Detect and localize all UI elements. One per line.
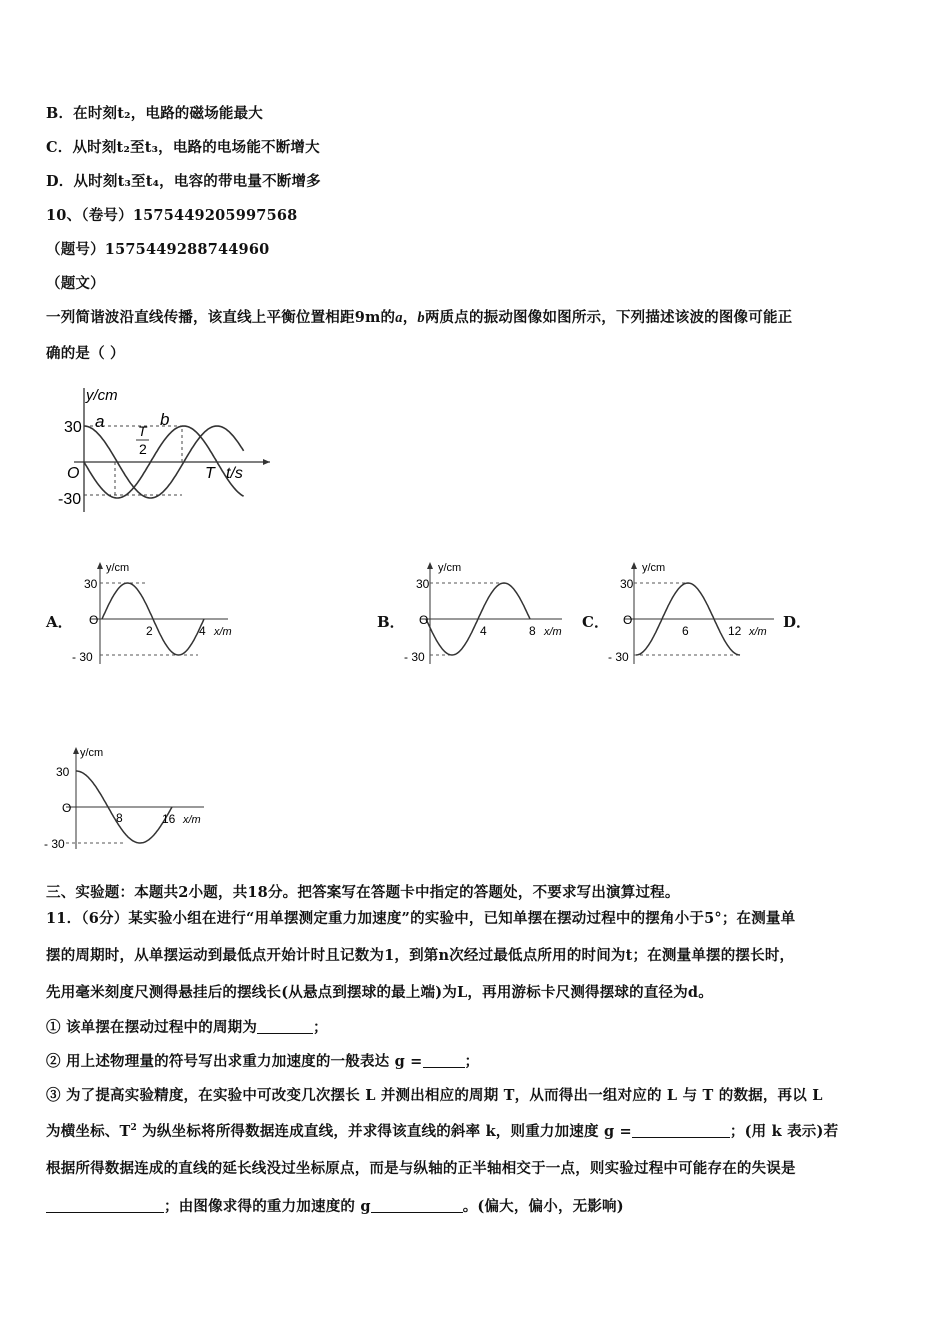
tick-2: 4 bbox=[199, 624, 206, 638]
option-a-graph bbox=[72, 560, 248, 670]
blank-2[interactable] bbox=[423, 1053, 465, 1068]
xlabel: x/m bbox=[749, 626, 767, 638]
main-vibration-graph bbox=[52, 380, 282, 520]
q11-sub3-line4: ；由图像求得的重力加速度的 g 。(偏大，偏小，无影响) bbox=[46, 1195, 624, 1216]
y-neg: - 30 bbox=[608, 650, 629, 664]
origin: O bbox=[419, 613, 429, 627]
option-b-graph bbox=[404, 560, 574, 670]
tick-2: 8 bbox=[529, 624, 536, 638]
option-c-graph bbox=[606, 560, 786, 670]
q11-sub3-line3: 根据所得数据连成的直线的延长线没过坐标原点，而是与纵轴的正半轴相交于一点，则实验过程中可能存在的失误是 bbox=[46, 1160, 796, 1177]
main-label-b: b bbox=[160, 410, 170, 429]
blank-3[interactable] bbox=[632, 1123, 730, 1138]
y-pos: 30 bbox=[620, 577, 634, 591]
option-d-graph bbox=[44, 745, 234, 855]
blank-5[interactable] bbox=[371, 1198, 463, 1213]
y-neg: - 30 bbox=[44, 837, 65, 851]
q11-sub2: ② 用上述物理量的符号写出求重力加速度的一般表达 g = ； bbox=[46, 1053, 480, 1070]
main-origin: O bbox=[67, 465, 80, 482]
y-neg: - 30 bbox=[72, 650, 93, 664]
q11-sub3-line2: 为横坐标、$T^2$ 为纵坐标将所得数据连成直线，并求得该直线的斜率 k，则重力加速度 g = ；(用 k 表示)若 bbox=[46, 1123, 839, 1140]
option-a-label[interactable]: A． bbox=[46, 613, 73, 631]
main-xlabel: t/s bbox=[226, 465, 243, 482]
q10-juan-hao: 10、（卷号）1575449205997568 bbox=[46, 207, 298, 224]
q10-ti-hao: （题号）1575449288744960 bbox=[46, 241, 270, 258]
ylabel: y/cm bbox=[80, 747, 104, 759]
tick-2: 16 bbox=[162, 812, 176, 826]
q11-line3: 先用毫米刻度尺测得悬挂后的摆线长(从悬点到摆球的最上端)为L，再用游标卡尺测得摆球的直径为d。 bbox=[46, 984, 713, 1001]
main-t-half-den: 2 bbox=[139, 441, 147, 457]
section3-heading: 三、实验题：本题共2小题，共18分。把答案写在答题卡中指定的答题处，不要求写出演算过程。 bbox=[46, 884, 680, 901]
ylabel: y/cm bbox=[642, 562, 666, 574]
tick-2: 12 bbox=[728, 624, 742, 638]
main-t-half-num: T bbox=[138, 423, 147, 439]
option-c-line: C．从时刻t₂至t₃，电路的电场能不断增大 bbox=[46, 139, 320, 156]
y-pos: 30 bbox=[416, 577, 430, 591]
ylabel: y/cm bbox=[438, 562, 462, 574]
q11-sub3-line1: ③ 为了提高实验精度，在实验中可改变几次摆长 L 并测出相应的周期 T，从而得出一组对应的 L 与 T 的数据，再以 L bbox=[46, 1087, 823, 1104]
tick-1: 8 bbox=[116, 811, 123, 825]
origin: O bbox=[62, 801, 72, 815]
q11-line2: 摆的周期时，从单摆运动到最低点开始计时且记数为1，到第n次经过最低点所用的时间为t；在测量单摆的摆长时， bbox=[46, 947, 795, 964]
q10-stem-line1: 一列简谐波沿直线传播，该直线上平衡位置相距9m的a，b两质点的振动图像如图所示，下列描述该波的图像可能正 bbox=[46, 309, 793, 326]
main-y-neg: -30 bbox=[58, 491, 82, 508]
blank-1[interactable] bbox=[257, 1019, 313, 1034]
option-b-label[interactable]: B． bbox=[377, 613, 405, 631]
main-t-end: T bbox=[205, 465, 215, 482]
q11-line1: 11．（6分）某实验小组在进行“用单摆测定重力加速度”的实验中，已知单摆在摆动过程中的摆角小于5°；在测量单 bbox=[46, 910, 796, 927]
y-pos: 30 bbox=[84, 577, 98, 591]
q10-ti-wen: （题文） bbox=[46, 275, 105, 292]
origin: O bbox=[623, 613, 633, 627]
xlabel: x/m bbox=[544, 626, 562, 638]
y-neg: - 30 bbox=[404, 650, 425, 664]
xlabel: x/m bbox=[183, 814, 201, 826]
tick-1: 6 bbox=[682, 624, 689, 638]
option-b-line: B．在时刻t₂，电路的磁场能最大 bbox=[46, 105, 264, 122]
xlabel: x/m bbox=[214, 626, 232, 638]
option-d-line: D．从时刻t₃至t₄，电容的带电量不断增多 bbox=[46, 173, 321, 190]
option-d-label[interactable]: D． bbox=[783, 613, 812, 631]
main-y-pos: 30 bbox=[64, 419, 82, 436]
y-pos: 30 bbox=[56, 765, 70, 779]
origin: O bbox=[89, 613, 99, 627]
tick-1: 2 bbox=[146, 624, 153, 638]
q10-stem-line2: 确的是（ ） bbox=[46, 345, 125, 362]
ylabel: y/cm bbox=[106, 562, 130, 574]
blank-4[interactable] bbox=[46, 1198, 164, 1213]
q11-sub1: ① 该单摆在摆动过程中的周期为 ； bbox=[46, 1019, 328, 1036]
tick-1: 4 bbox=[480, 624, 487, 638]
main-label-a: a bbox=[95, 412, 105, 431]
main-ylabel: y/cm bbox=[86, 387, 118, 404]
option-c-label[interactable]: C． bbox=[582, 613, 609, 631]
